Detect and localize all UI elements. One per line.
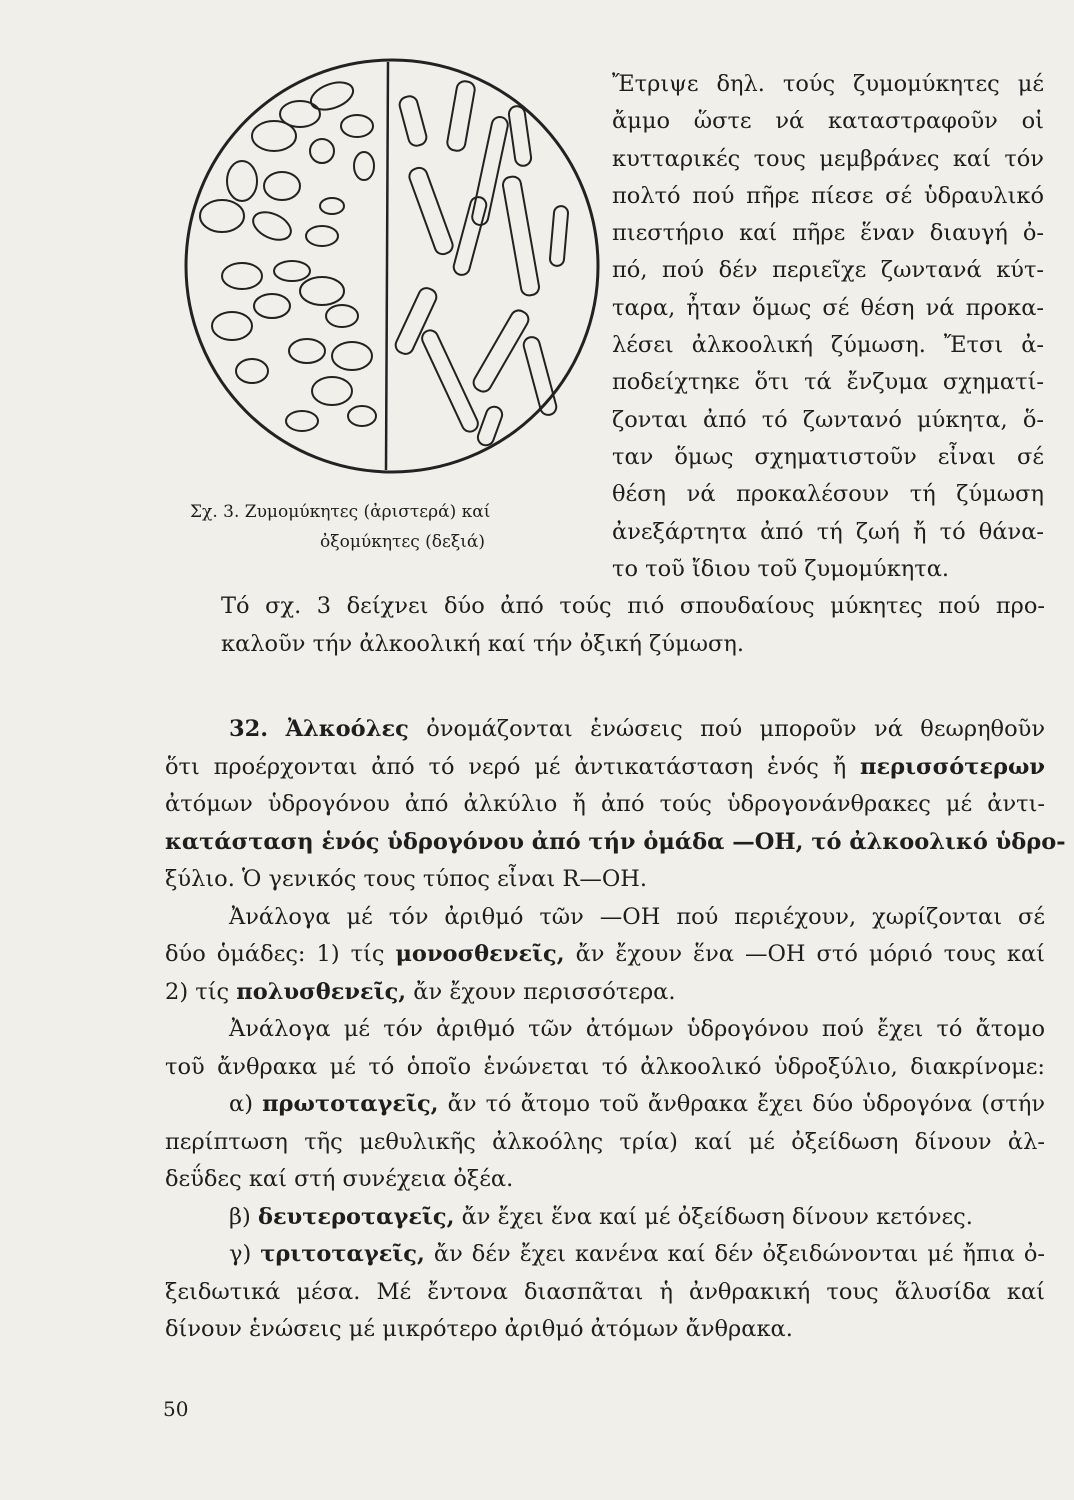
text-line: ὅτι προέρχονται ἀπό τό νερό μέ ἀντικατάσταση ἑνός ἤ περισσότερων [165,753,1046,780]
section-heading-line: 32. Ἀλκοόλες ὀνομάζονται ἑνώσεις πού μποροῦν νά θεωρηθοῦν [229,716,1046,742]
text-line: ἄμμο ὥστε νά καταστραφοῦν οἱ [612,108,1044,135]
text-line: κατάσταση ἑνός ὑδρογόνου ἀπό τήν ὁμάδα —ΟΗ, τό ἀλκοολικό ὑδρο- [165,828,1066,855]
text-line: πό, πού δέν περιεῖχε ζωντανά κύτ- [612,257,1044,284]
yeast-cells-drawing [200,77,376,431]
text-line: ποδείχτηκε ὅτι τά ἔνζυμα σχηματί- [612,369,1044,396]
text-line: Ἀνάλογα μέ τόν ἀριθμό τῶν ἀτόμων ὑδρογόνου πού ἔχει τό ἄτομο [229,1016,1045,1042]
text-line: δίνουν ἑνώσεις μέ μικρότερο ἀριθμό ἀτόμων ἄνθρακα. [165,1316,793,1342]
text-line: θέση νά προκαλέσουν τή ζύμωση [612,481,1044,508]
text-line: ζονται ἀπό τό ζωντανό μύκητα, ὅ- [612,406,1044,433]
text-line: πολτό πού πῆρε πίεσε σέ ὑδραυλικό [612,182,1044,209]
text-line: πιεστήριο καί πῆρε ἕναν διαυγή ὀ- [612,220,1044,247]
text-line: ξύλιο. Ὁ γενικός τους τύπος εἶναι R—OH. [165,866,648,892]
text-line: Ἀνάλογα μέ τόν ἀριθμό τῶν —ΟΗ πού περιέχουν, χωρίζονται σέ [229,903,1045,930]
text-line: περίπτωση τῆς μεθυλικῆς ἀλκοόλης τρία) καί μέ ὀξείδωση δίνουν ἀλ- [165,1128,1045,1155]
right-column-text [612,66,1044,588]
list-item-c: γ) τριτοταγεῖς, ἄν δέν ἔχει κανένα καί δέν ὀξειδώνονται μέ ἤπια ὀ- [229,1241,1045,1267]
body-text [165,588,1066,1349]
text-line: 2) τίς πολυσθενεῖς, ἄν ἔχουν περισσότερα. [165,978,676,1005]
caption-line1: Ζυμομύκητες (ἀριστερά) καί [244,502,491,522]
text-line: δεΰδες καί στή συνέχεια ὀξέα. [165,1166,514,1192]
text-line: καλοῦν τήν ἀλκοολική καί τήν ὀξική ζύμωση. [221,630,744,657]
text-line: ταρα, ἦταν ὅμως σέ θέση νά προκα- [612,294,1044,321]
text-line: ταν ὅμως σχηματιστοῦν εἶναι σέ [612,443,1044,470]
text-line: Ἔτριψε δηλ. τούς ζυμομύκητες μέ [612,71,1044,97]
list-item-b: β) δευτεροταγεῖς, ἄν ἔχει ἕνα καί μέ ὀξείδωση δίνουν κετόνες. [229,1203,973,1230]
text-line: ξειδωτικά μέσα. Μέ ἔντονα διασπᾶται ἡ ἀνθρακική τους ἅλυσίδα καί [165,1278,1045,1305]
text-line: τοῦ ἄνθρακα μέ τό ὁποῖο ἑνώνεται τό ἀλκοολικό ὑδροξύλιο, διακρίνομε: [165,1053,1045,1080]
text-line: λέσει ἀλκοολική ζύμωση. Ἔτσι ἀ- [612,332,1044,359]
text-line: ἀνεξάρτητα ἀπό τή ζωή ἤ τό θάνα- [612,518,1044,545]
section-number: 32. [229,716,269,742]
text-line: δύο ὁμάδες: 1) τίς μονοσθενεῖς, ἄν ἔχουν ἕνα —ΟΗ στό μόριό τους καί [165,941,1045,967]
text-line: ἀτόμων ὑδρογόνου ἀπό ἀλκύλιο ἤ ἀπό τούς ὑδρογονάνθρακες μέ ἀντι- [165,791,1045,817]
section-term: Ἀλκοόλες [285,716,409,742]
caption-line2: ὀξομύκητες (δεξιά) [320,532,485,552]
acetic-bacteria-drawing [393,80,569,448]
figure-caption [190,497,600,557]
text-line: Τό σχ. 3 δείχνει δύο ἀπό τούς πιό σπουδαίους μύκητες πού προ- [221,593,1045,619]
page-number: 50 [163,1397,189,1421]
microscope-figure [182,56,602,476]
caption-prefix: Σχ. 3. [190,502,240,522]
text-line: κυτταρικές τους μεμβράνες καί τόν [612,145,1044,172]
text-line: το τοῦ ἴδιου τοῦ ζυμομύκητα. [612,555,950,582]
list-item-a: α) πρωτοταγεῖς, ἄν τό ἄτομο τοῦ ἄνθρακα ἔχει δύο ὑδρογόνα (στήν [229,1091,1045,1117]
